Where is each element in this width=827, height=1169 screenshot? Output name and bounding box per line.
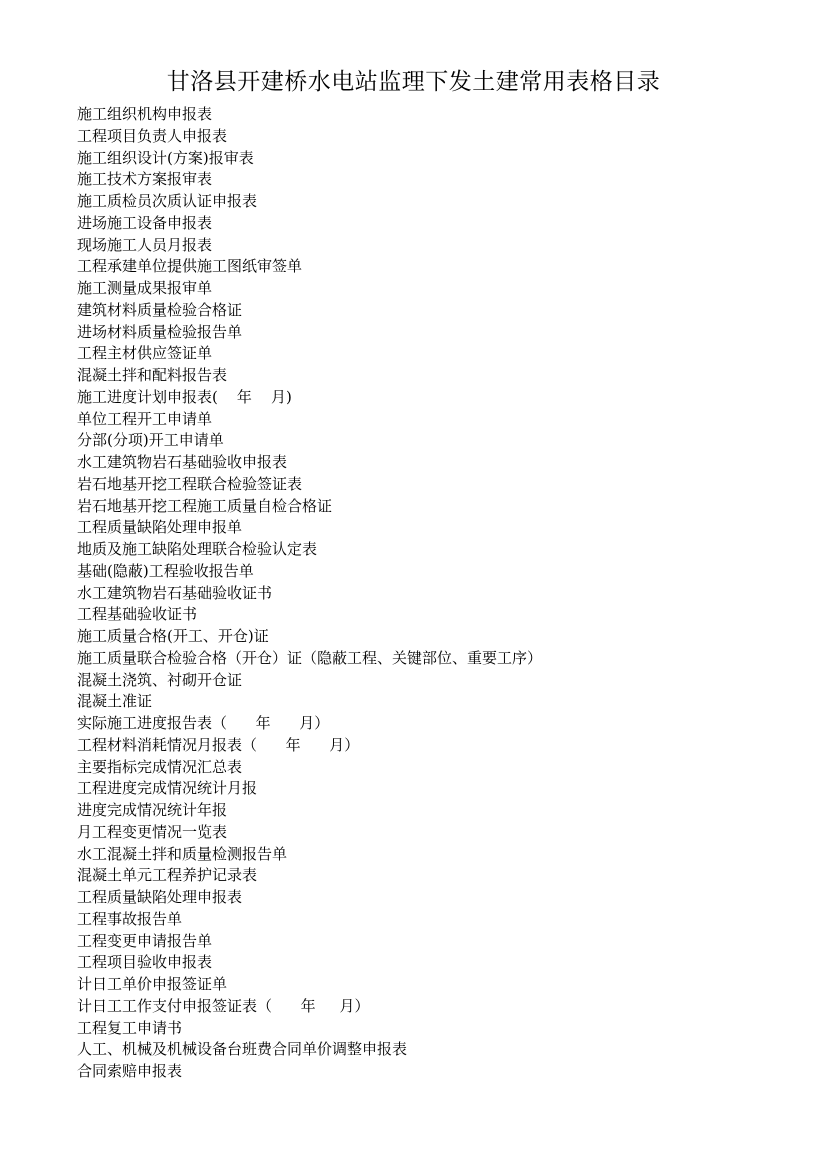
list-item: 计日工单价申报签证单 [77, 975, 228, 993]
list-item: 进度完成情况统计年报 [77, 801, 228, 819]
list-item: 岩石地基开挖工程联合检验签证表 [77, 474, 303, 493]
list-item: 工程基础验收证书 [77, 605, 198, 624]
list-item: 工程质量缺陷处理申报单 [77, 518, 243, 537]
list-item: 地质及施工缺陷处理联合检验认定表 [77, 540, 318, 558]
list-item: 水工混凝土拌和质量检测报告单 [77, 844, 288, 863]
list-item: 混凝土准证 [77, 692, 153, 711]
list-item: 岩石地基开挖工程施工质量自检合格证 [77, 496, 333, 515]
list-item: 分部(分项)开工申请单 [77, 431, 224, 450]
list-item: 进场施工设备申报表 [77, 213, 213, 232]
list-item: 人工、机械及机械设备台班费合同单价调整申报表 [77, 1040, 408, 1059]
list-item: 混凝土拌和配料报告表 [77, 366, 228, 384]
list-item: 施工进度计划申报表( 年 月) [77, 387, 292, 406]
list-item: 施工质检员次质认证申报表 [77, 192, 258, 210]
list-item: 工程变更申请报告单 [77, 931, 213, 950]
list-item: 混凝土单元工程养护记录表 [77, 866, 258, 885]
list-item: 施工质量联合检验合格（开仓）证（隐蔽工程、关键部位、重要工序） [77, 648, 543, 667]
list-item: 工程承建单位提供施工图纸审签单 [77, 257, 303, 276]
list-item: 施工技术方案报审表 [77, 170, 213, 189]
list-item: 工程主材供应签证单 [77, 344, 213, 363]
list-item: 月工程变更情况一览表 [77, 822, 228, 841]
list-item: 工程复工申请书 [77, 1018, 183, 1037]
list-item: 水工建筑物岩石基础验收申报表 [77, 453, 288, 471]
list-item: 单位工程开工申请单 [77, 409, 213, 428]
document-title: 甘洛县开建桥水电站监理下发土建常用表格目录 [166, 69, 661, 95]
list-item: 建筑材料质量检验合格证 [77, 300, 243, 319]
list-item: 工程材料消耗情况月报表（ 年 月） [77, 735, 360, 754]
list-item: 施工组织机构申报表 [77, 105, 213, 123]
list-item: 施工组织设计(方案)报审表 [77, 148, 254, 167]
list-item: 施工测量成果报审单 [77, 279, 213, 297]
list-item: 工程项目负责人申报表 [77, 126, 228, 145]
list-item: 混凝土浇筑、衬砌开仓证 [77, 670, 243, 689]
list-item: 计日工工作支付申报签证表（ 年 月） [77, 996, 370, 1015]
list-item: 合同索赔申报表 [77, 1062, 183, 1080]
list-item: 工程项目验收申报表 [77, 953, 213, 972]
list-item: 工程进度完成情况统计月报 [77, 779, 258, 798]
list-item: 施工质量合格(开工、开仓)证 [77, 627, 269, 645]
list-item: 实际施工进度报告表（ 年 月） [77, 714, 330, 732]
list-item: 基础(隐蔽)工程验收报告单 [77, 561, 254, 580]
list-item: 现场施工人员月报表 [77, 235, 213, 254]
list-item: 工程质量缺陷处理申报表 [77, 888, 243, 906]
list-item: 工程事故报告单 [77, 909, 183, 928]
list-item: 水工建筑物岩石基础验收证书 [77, 583, 273, 602]
list-item: 主要指标完成情况汇总表 [77, 757, 243, 776]
form-list [77, 104, 542, 1083]
list-item: 进场材料质量检验报告单 [77, 322, 243, 341]
